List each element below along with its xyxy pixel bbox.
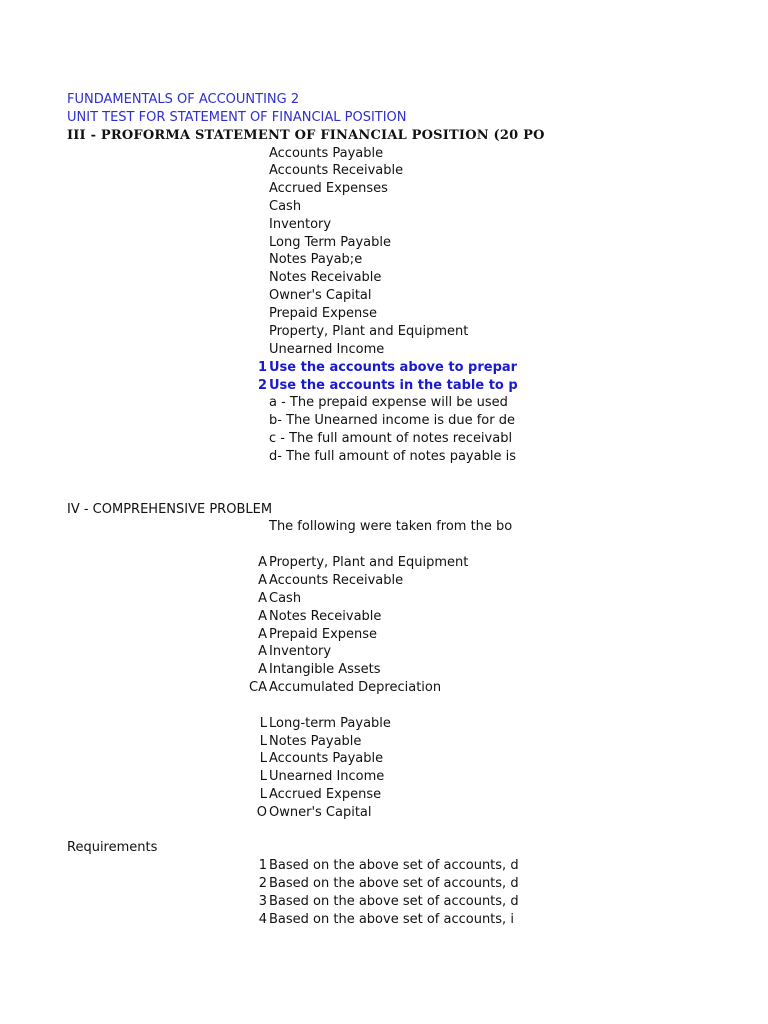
course-title: FUNDAMENTALS OF ACCOUNTING 2 [67, 92, 300, 107]
list-item: Property, Plant and Equipment [269, 324, 469, 339]
list-item: Notes Payab;e [269, 252, 363, 267]
account-code: A [258, 555, 267, 570]
list-item: Accounts Receivable [269, 163, 404, 178]
section-iv-intro: The following were taken from the bo [269, 519, 513, 534]
instruction-text: Use the accounts above to prepar [269, 360, 518, 375]
requirement-number: 1 [258, 858, 267, 873]
list-item: Unearned Income [269, 342, 385, 357]
requirement-number: 4 [258, 912, 267, 927]
account-code: A [258, 591, 267, 606]
requirement-text: Based on the above set of accounts, i [269, 912, 514, 927]
list-item: Inventory [269, 217, 332, 232]
list-item: Accrued Expenses [269, 181, 388, 196]
instruction-number: 2 [257, 378, 267, 393]
account-name: Long-term Payable [269, 716, 391, 731]
account-name: Notes Receivable [269, 609, 382, 624]
instruction-text: Use the accounts in the table to p [269, 378, 518, 393]
account-name: Inventory [269, 644, 332, 659]
note-item: a - The prepaid expense will be used [269, 395, 508, 410]
account-code: A [258, 662, 267, 677]
account-code: A [258, 609, 267, 624]
requirement-text: Based on the above set of accounts, d [269, 876, 519, 891]
list-item: Cash [269, 199, 302, 214]
list-item: Accounts Payable [269, 146, 384, 161]
account-name: Accrued Expense [269, 787, 382, 802]
list-item: Prepaid Expense [269, 306, 378, 321]
note-item: c - The full amount of notes receivabl [269, 431, 513, 446]
account-code: CA [249, 680, 267, 695]
test-title: UNIT TEST FOR STATEMENT OF FINANCIAL POSITION [67, 110, 407, 125]
requirement-number: 2 [258, 876, 267, 891]
account-code: A [258, 627, 267, 642]
account-name: Accounts Payable [269, 751, 384, 766]
account-name: Intangible Assets [269, 662, 381, 677]
note-item: d- The full amount of notes payable is [269, 449, 516, 464]
account-name: Unearned Income [269, 769, 385, 784]
section-iv-title: IV - COMPREHENSIVE PROBLEM [67, 502, 273, 517]
note-item: b- The Unearned income is due for de [269, 413, 515, 428]
requirement-text: Based on the above set of accounts, d [269, 894, 519, 909]
account-code: L [259, 716, 267, 731]
list-item: Long Term Payable [269, 235, 391, 250]
account-name: Notes Payable [269, 734, 362, 749]
instruction-number: 1 [257, 360, 267, 375]
account-name: Accounts Receivable [269, 573, 404, 588]
list-item: Owner's Capital [269, 288, 372, 303]
account-code: A [258, 644, 267, 659]
requirement-text: Based on the above set of accounts, d [269, 858, 519, 873]
account-name: Accumulated Depreciation [269, 680, 442, 695]
account-name: Cash [269, 591, 302, 606]
account-name: Owner's Capital [269, 805, 372, 820]
list-item: Notes Receivable [269, 270, 382, 285]
section-iii-title: III - PROFORMA STATEMENT OF FINANCIAL POSITION (20 PO [67, 128, 545, 143]
account-code: L [259, 751, 267, 766]
account-name: Property, Plant and Equipment [269, 555, 469, 570]
account-code: L [259, 734, 267, 749]
account-code: L [259, 769, 267, 784]
account-code: A [258, 573, 267, 588]
requirement-number: 3 [258, 894, 267, 909]
requirements-label: Requirements [67, 840, 158, 855]
account-code: O [256, 805, 267, 820]
account-name: Prepaid Expense [269, 627, 378, 642]
account-code: L [259, 787, 267, 802]
